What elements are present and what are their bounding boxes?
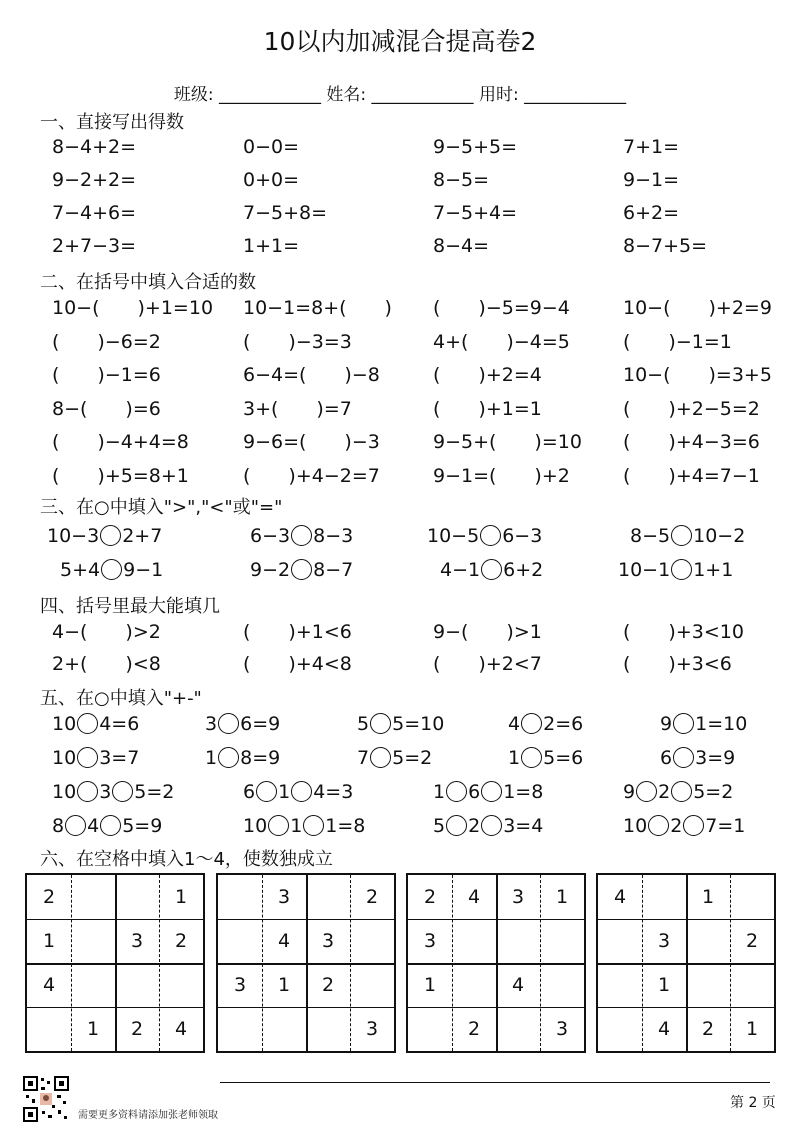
sudoku-cell: 2 — [321, 974, 335, 996]
operator-result: =10 — [404, 713, 445, 735]
operator-result: =7 — [111, 747, 140, 769]
operand: 6 — [243, 781, 256, 803]
answer-circle[interactable] — [481, 781, 502, 802]
answer-circle[interactable] — [303, 815, 324, 836]
operand: 5 — [122, 815, 135, 837]
operator-problem — [205, 743, 280, 773]
operand: 3 — [205, 713, 218, 735]
operand: 6 — [468, 781, 481, 803]
max-fill-problem: ( )+3<10 — [623, 621, 744, 643]
arithmetic-problem: 7−4+6= — [52, 202, 137, 224]
compare-left: 5+4 — [60, 559, 101, 581]
sudoku-cell[interactable] — [71, 963, 115, 1007]
sudoku-cell: 4 — [511, 974, 525, 996]
compare-problem — [250, 521, 353, 551]
sudoku-cell[interactable] — [408, 1007, 452, 1051]
sudoku-cell[interactable] — [686, 963, 730, 1007]
operator-problem — [52, 743, 139, 773]
section-2-row — [0, 394, 800, 424]
operand: 2 — [658, 781, 671, 803]
compare-left: 10−5 — [427, 525, 480, 547]
sudoku-cell: 3 — [130, 930, 144, 952]
sudoku-cell: 4 — [467, 886, 481, 908]
arithmetic-problem: 9−1= — [623, 169, 680, 191]
sudoku-cell: 2 — [423, 886, 437, 908]
operand: 5 — [357, 713, 370, 735]
operand: 5 — [392, 713, 405, 735]
answer-circle[interactable] — [481, 815, 502, 836]
max-fill-problem: ( )+2<7 — [433, 653, 542, 675]
fill-bracket-problem: ( )−1=6 — [52, 364, 161, 386]
answer-circle[interactable] — [648, 815, 669, 836]
sudoku-cell[interactable] — [452, 963, 496, 1007]
sudoku-cell: 3 — [555, 1018, 569, 1040]
sudoku-cell[interactable] — [496, 919, 540, 963]
operand: 8 — [240, 747, 253, 769]
arithmetic-problem: 2+7−3= — [52, 235, 137, 257]
section-1-row — [0, 132, 800, 162]
operand: 5 — [392, 747, 405, 769]
arithmetic-problem: 8−4= — [433, 235, 490, 257]
sudoku-cell: 4 — [174, 1018, 188, 1040]
answer-circle[interactable] — [268, 815, 289, 836]
operand: 3 — [99, 747, 112, 769]
sudoku-cell: 1 — [701, 886, 715, 908]
fill-bracket-problem: 8−( )=6 — [52, 397, 161, 420]
sudoku-cell: 2 — [745, 930, 759, 952]
answer-circle[interactable] — [101, 559, 122, 580]
operand: 2 — [543, 713, 556, 735]
compare-right: 6+2 — [503, 559, 544, 581]
answer-circle[interactable] — [446, 815, 467, 836]
sudoku-cell: 4 — [657, 1018, 671, 1040]
fill-bracket-problem: ( )−3=3 — [243, 330, 352, 353]
compare-left: 10−1 — [618, 559, 671, 581]
operator-problem — [660, 709, 747, 739]
compare-problem — [250, 555, 353, 585]
section-2-heading: 二、在括号中填入合适的数 — [40, 272, 256, 293]
operand: 4 — [99, 713, 112, 735]
max-fill-problem: 2+( )<8 — [52, 653, 161, 675]
sudoku-cell[interactable] — [540, 919, 584, 963]
sudoku-cell[interactable] — [218, 919, 262, 963]
operator-result: =9 — [252, 747, 281, 769]
sudoku-cell[interactable] — [598, 963, 642, 1007]
operator-problem — [508, 743, 583, 773]
sudoku-cell[interactable] — [27, 1007, 71, 1051]
compare-right: 6−3 — [502, 525, 543, 547]
compare-problem — [630, 521, 745, 551]
operand: 1 — [433, 781, 446, 803]
sudoku-cell[interactable] — [306, 875, 350, 919]
sudoku-cell: 1 — [42, 930, 56, 952]
sudoku-cell[interactable] — [218, 1007, 262, 1051]
answer-circle[interactable] — [291, 525, 312, 546]
sudoku-cell[interactable] — [642, 875, 686, 919]
answer-circle[interactable] — [77, 747, 98, 768]
operator-problem — [357, 709, 444, 739]
footer-divider — [220, 1082, 770, 1083]
fill-bracket-problem: ( )−4+4=8 — [52, 431, 189, 453]
operator-result: =2 — [146, 781, 175, 803]
max-fill-problem: ( )+4<8 — [243, 653, 352, 675]
sudoku-grid — [216, 873, 396, 1053]
fill-bracket-problem: 4+( )−4=5 — [433, 330, 570, 353]
operand: 9 — [660, 713, 673, 735]
answer-circle[interactable] — [100, 815, 121, 836]
operator-result: =6 — [111, 713, 140, 735]
operand: 10 — [52, 781, 77, 803]
sudoku-cell[interactable] — [115, 963, 159, 1007]
compare-right: 1+1 — [693, 559, 734, 581]
compare-right: 8−3 — [313, 525, 354, 547]
compare-problem — [47, 521, 162, 551]
arithmetic-problem: 7−5+4= — [433, 202, 518, 224]
sudoku-cell[interactable] — [598, 919, 642, 963]
sudoku-cell[interactable] — [730, 875, 774, 919]
sudoku-cell: 2 — [174, 930, 188, 952]
answer-circle[interactable] — [291, 781, 312, 802]
arithmetic-problem: 6+2= — [623, 202, 680, 224]
page-title: 10以内加减混合提高卷2 — [263, 27, 537, 56]
operator-result: =6 — [555, 713, 584, 735]
operand: 2 — [468, 815, 481, 837]
student-info-line: 班级: ____________ 姓名: ____________ 用时: ____________ — [173, 85, 627, 105]
fill-bracket-problem: ( )−6=2 — [52, 330, 161, 353]
max-fill-problem: 4−( )>2 — [52, 621, 161, 643]
operator-problem — [508, 709, 583, 739]
footer-note: 需要更多资料请添加张老师领取 — [78, 1110, 218, 1121]
compare-problem — [60, 555, 163, 585]
answer-circle[interactable] — [218, 747, 239, 768]
answer-circle[interactable] — [683, 815, 704, 836]
fill-bracket-problem: ( )−5=9−4 — [433, 297, 570, 319]
fill-bracket-problem: ( )+2=4 — [433, 364, 542, 386]
answer-circle[interactable] — [673, 713, 694, 734]
answer-circle[interactable] — [446, 781, 467, 802]
operand: 3 — [99, 781, 112, 803]
operator-result: =9 — [707, 747, 736, 769]
compare-problem — [440, 555, 543, 585]
answer-circle[interactable] — [291, 559, 312, 580]
operand: 1 — [508, 747, 521, 769]
compare-left: 9−2 — [250, 559, 291, 581]
compare-right: 9−1 — [123, 559, 164, 581]
operator-result: =8 — [515, 781, 544, 803]
sudoku-cell: 4 — [613, 886, 627, 908]
sudoku-cell: 2 — [365, 886, 379, 908]
operand: 5 — [134, 781, 147, 803]
operator-problem — [660, 743, 735, 773]
operand: 10 — [52, 747, 77, 769]
arithmetic-problem: 9−5+5= — [433, 136, 518, 158]
fill-bracket-problem: 9−1=( )+2 — [433, 464, 570, 487]
section-3-heading: 三、在○中填入">","<"或"=" — [40, 497, 283, 518]
operator-result: =10 — [707, 713, 748, 735]
operator-problem — [52, 709, 139, 739]
operand: 1 — [503, 781, 516, 803]
answer-circle[interactable] — [521, 713, 542, 734]
section-2-row — [0, 427, 800, 457]
sudoku-cell[interactable] — [496, 1007, 540, 1051]
sudoku-cell: 4 — [277, 930, 291, 952]
sudoku-cell[interactable] — [306, 1007, 350, 1051]
operator-result: =1 — [717, 815, 746, 837]
operand: 3 — [503, 815, 516, 837]
sudoku-cell: 3 — [233, 974, 247, 996]
operator-problem — [433, 777, 543, 807]
sudoku-cell: 1 — [174, 886, 188, 908]
fill-bracket-problem: ( )+5=8+1 — [52, 464, 189, 487]
arithmetic-problem: 1+1= — [243, 235, 300, 257]
fill-bracket-problem: 3+( )=7 — [243, 397, 352, 420]
fill-bracket-problem: ( )−1=1 — [623, 330, 732, 353]
section-2-row — [0, 327, 800, 357]
operand: 1 — [695, 713, 708, 735]
compare-right: 10−2 — [693, 525, 746, 547]
compare-problem — [427, 521, 542, 551]
sudoku-grid — [406, 873, 586, 1053]
operand: 5 — [433, 815, 446, 837]
answer-circle[interactable] — [521, 747, 542, 768]
compare-right: 8−7 — [313, 559, 354, 581]
answer-circle[interactable] — [65, 815, 86, 836]
operand: 4 — [508, 713, 521, 735]
fill-bracket-problem: ( )+2−5=2 — [623, 397, 760, 420]
answer-circle[interactable] — [480, 525, 501, 546]
sudoku-cell: 2 — [467, 1018, 481, 1040]
operand: 4 — [87, 815, 100, 837]
section-2-row — [0, 461, 800, 491]
answer-circle[interactable] — [100, 525, 121, 546]
section-4-heading: 四、括号里最大能填几 — [40, 596, 220, 617]
section-1-row — [0, 231, 800, 261]
section-6-heading: 六、在空格中填入1～4，使数独成立 — [40, 849, 333, 870]
sudoku-cell: 3 — [657, 930, 671, 952]
operand: 1 — [205, 747, 218, 769]
operator-result: =8 — [337, 815, 366, 837]
fill-bracket-problem: 10−( )=3+5 — [623, 364, 772, 386]
answer-circle[interactable] — [256, 781, 277, 802]
operand: 1 — [290, 815, 303, 837]
fill-bracket-problem: ( )+4=7−1 — [623, 464, 760, 487]
compare-problem — [618, 555, 733, 585]
sudoku-cell[interactable] — [452, 919, 496, 963]
sudoku-cell: 3 — [277, 886, 291, 908]
arithmetic-problem: 8−7+5= — [623, 235, 708, 257]
section-5-row — [0, 709, 800, 739]
answer-circle[interactable] — [671, 559, 692, 580]
sudoku-cell: 2 — [130, 1018, 144, 1040]
operand: 3 — [695, 747, 708, 769]
max-fill-problem: ( )+1<6 — [243, 621, 352, 643]
sudoku-cell[interactable] — [115, 875, 159, 919]
answer-circle[interactable] — [673, 747, 694, 768]
sudoku-cell: 1 — [745, 1018, 759, 1040]
operator-problem — [52, 777, 174, 807]
sudoku-cell: 3 — [321, 930, 335, 952]
arithmetic-problem: 9−2+2= — [52, 169, 137, 191]
max-fill-problem: 9−( )>1 — [433, 621, 542, 643]
answer-circle[interactable] — [636, 781, 657, 802]
arithmetic-problem: 0+0= — [243, 169, 300, 191]
section-3-row — [0, 555, 800, 585]
sudoku-cell: 1 — [277, 974, 291, 996]
fill-bracket-problem: 10−( )+2=9 — [623, 297, 772, 319]
sudoku-cell: 3 — [511, 886, 525, 908]
operand: 5 — [543, 747, 556, 769]
operand: 7 — [705, 815, 718, 837]
operator-problem — [623, 811, 745, 841]
max-fill-problem: ( )+3<6 — [623, 653, 732, 675]
compare-left: 4−1 — [440, 559, 481, 581]
sudoku-cell[interactable] — [350, 919, 394, 963]
fill-bracket-problem: ( )+4−2=7 — [243, 464, 380, 487]
section-1-row — [0, 198, 800, 228]
fill-bracket-problem: 9−5+( )=10 — [433, 431, 582, 453]
fill-bracket-problem: ( )+4−3=6 — [623, 431, 760, 453]
compare-left: 8−5 — [630, 525, 671, 547]
sudoku-cell: 3 — [423, 930, 437, 952]
answer-circle[interactable] — [370, 747, 391, 768]
qr-code-icon — [22, 1075, 70, 1123]
operand: 6 — [660, 747, 673, 769]
operand: 7 — [357, 747, 370, 769]
operator-problem — [623, 777, 733, 807]
operand: 10 — [243, 815, 268, 837]
operator-problem — [243, 777, 353, 807]
operand: 9 — [623, 781, 636, 803]
arithmetic-problem: 8−4+2= — [52, 136, 137, 158]
section-1-row — [0, 165, 800, 195]
answer-circle[interactable] — [370, 713, 391, 734]
sudoku-cell[interactable] — [598, 1007, 642, 1051]
sudoku-grid — [25, 873, 205, 1053]
sudoku-cell: 3 — [365, 1018, 379, 1040]
section-4-row — [0, 649, 800, 679]
operator-result: =9 — [134, 815, 163, 837]
answer-circle[interactable] — [77, 713, 98, 734]
sudoku-cell: 1 — [86, 1018, 100, 1040]
fill-bracket-problem: 6−4=( )−8 — [243, 364, 380, 386]
sudoku-cell: 2 — [701, 1018, 715, 1040]
fill-bracket-problem: 10−1=8+( ) — [243, 297, 392, 319]
arithmetic-problem: 0−0= — [243, 136, 300, 158]
sudoku-grid — [596, 873, 776, 1053]
sudoku-cell: 1 — [657, 974, 671, 996]
compare-left: 10−3 — [47, 525, 100, 547]
operator-result: =2 — [404, 747, 433, 769]
operand: 5 — [693, 781, 706, 803]
operator-result: =4 — [515, 815, 544, 837]
arithmetic-problem: 7+1= — [623, 136, 680, 158]
answer-circle[interactable] — [218, 713, 239, 734]
sudoku-cell[interactable] — [540, 963, 584, 1007]
fill-bracket-problem: 9−6=( )−3 — [243, 431, 380, 453]
operand: 4 — [313, 781, 326, 803]
sudoku-cell[interactable] — [262, 1007, 306, 1051]
section-4-row — [0, 617, 800, 647]
page-number: 第 2 页 — [730, 1095, 776, 1111]
answer-circle[interactable] — [112, 781, 133, 802]
sudoku-cell[interactable] — [686, 919, 730, 963]
operator-problem — [433, 811, 543, 841]
operator-result: =3 — [325, 781, 354, 803]
sudoku-cell[interactable] — [218, 875, 262, 919]
operand: 2 — [670, 815, 683, 837]
operator-problem — [52, 811, 162, 841]
sudoku-cell: 4 — [42, 974, 56, 996]
section-5-heading: 五、在○中填入"+-" — [40, 688, 202, 709]
section-5-row — [0, 811, 800, 841]
fill-bracket-problem: 10−( )+1=10 — [52, 297, 214, 319]
compare-right: 2+7 — [122, 525, 163, 547]
operand: 6 — [240, 713, 253, 735]
answer-circle[interactable] — [671, 781, 692, 802]
operand: 1 — [278, 781, 291, 803]
sudoku-cell: 1 — [423, 974, 437, 996]
arithmetic-problem: 8−5= — [433, 169, 490, 191]
operand: 10 — [52, 713, 77, 735]
section-5-row — [0, 743, 800, 773]
operator-result: =2 — [705, 781, 734, 803]
operator-result: =9 — [252, 713, 281, 735]
section-5-row — [0, 777, 800, 807]
answer-circle[interactable] — [481, 559, 502, 580]
compare-left: 6−3 — [250, 525, 291, 547]
answer-circle[interactable] — [77, 781, 98, 802]
sudoku-cell[interactable] — [71, 875, 115, 919]
sudoku-cell[interactable] — [350, 963, 394, 1007]
operator-problem — [243, 811, 365, 841]
arithmetic-problem: 7−5+8= — [243, 202, 328, 224]
section-3-row — [0, 521, 800, 551]
answer-circle[interactable] — [671, 525, 692, 546]
sudoku-cell[interactable] — [71, 919, 115, 963]
sudoku-cell[interactable] — [159, 963, 203, 1007]
operand: 10 — [623, 815, 648, 837]
sudoku-cell[interactable] — [730, 963, 774, 1007]
sudoku-cell: 2 — [42, 886, 56, 908]
sudoku-cell: 1 — [555, 886, 569, 908]
operand: 8 — [52, 815, 65, 837]
section-2-row — [0, 360, 800, 390]
operand: 1 — [325, 815, 338, 837]
section-1-heading: 一、直接写出得数 — [40, 112, 184, 133]
operator-problem — [357, 743, 432, 773]
section-2-row — [0, 293, 800, 323]
operator-result: =6 — [555, 747, 584, 769]
fill-bracket-problem: ( )+1=1 — [433, 397, 542, 420]
operator-problem — [205, 709, 280, 739]
